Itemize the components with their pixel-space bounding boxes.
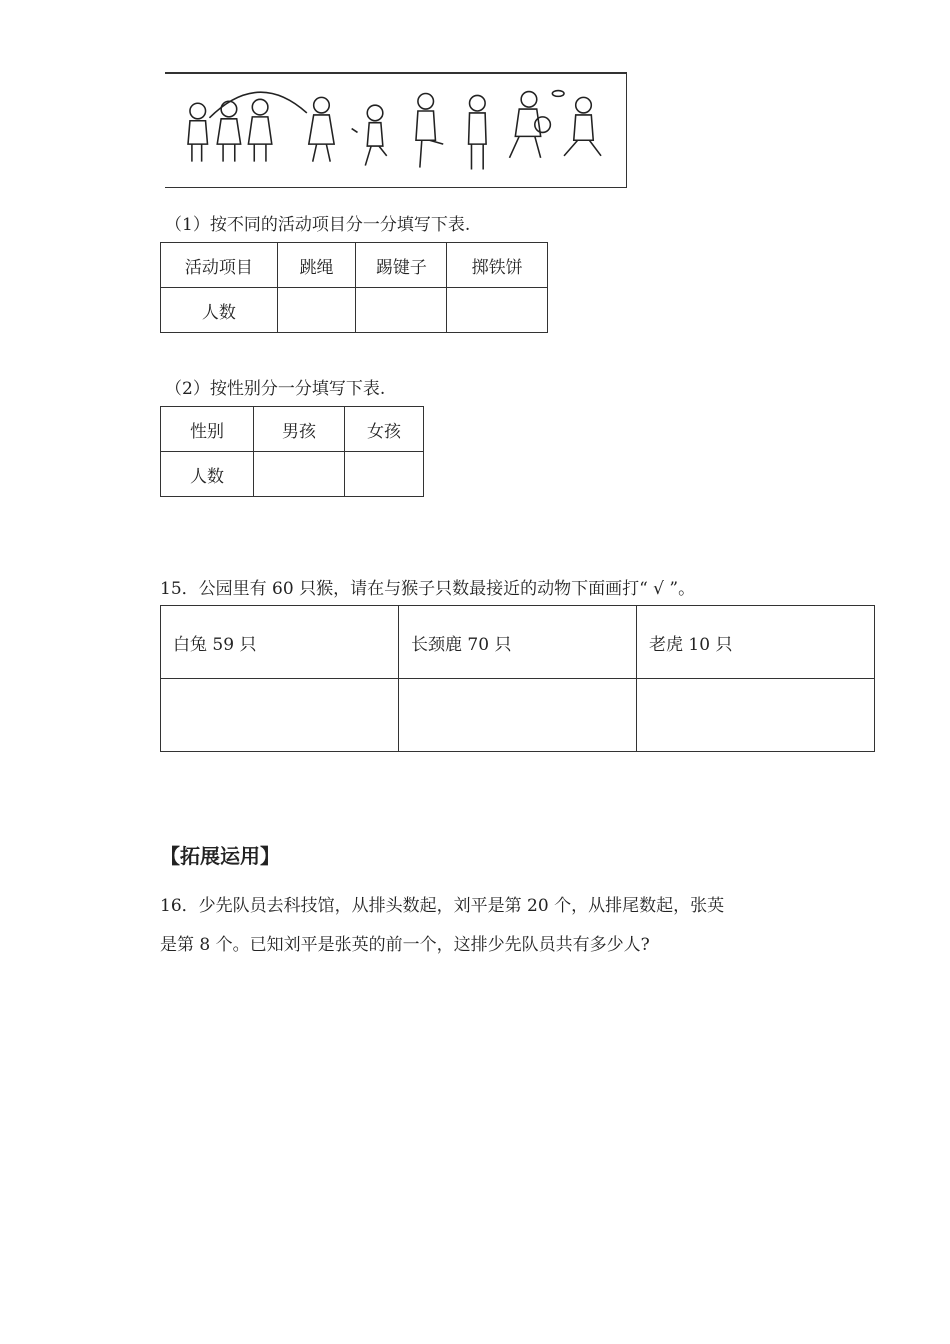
- header-girls: 女孩: [345, 407, 424, 452]
- part1-prompt: （1）按不同的活动项目分一分填写下表.: [165, 215, 471, 235]
- q16-line2: 是第 8 个。已知刘平是张英的前一个，这排少先队员共有多少人?: [160, 935, 650, 955]
- animals-table: [160, 605, 875, 752]
- children-playing-icon: [165, 74, 626, 187]
- check-cell-rabbit[interactable]: [161, 679, 399, 752]
- check-cell-tiger[interactable]: [637, 679, 875, 752]
- q15-text: 15．公园里有 60 只猴，请在与猴子只数最接近的动物下面画打“ √ ”。: [160, 579, 696, 599]
- answer-cell-discus[interactable]: [447, 288, 548, 333]
- header-gender: 性别: [161, 407, 254, 452]
- row-label-count: 人数: [161, 452, 254, 497]
- check-cell-giraffe[interactable]: [399, 679, 637, 752]
- row-label-count: 人数: [161, 288, 278, 333]
- gender-table: [160, 406, 424, 497]
- header-discus: 掷铁饼: [447, 243, 548, 288]
- animal-tiger: 老虎 10 只: [637, 606, 875, 679]
- answer-cell-shuttlecock[interactable]: [356, 288, 447, 333]
- children-activities-illustration: [165, 72, 627, 188]
- header-activity: 活动项目: [161, 243, 278, 288]
- answer-cell-girls[interactable]: [345, 452, 424, 497]
- animal-rabbit: 白兔 59 只: [161, 606, 399, 679]
- header-boys: 男孩: [254, 407, 345, 452]
- q16-line1: 16．少先队员去科技馆，从排头数起，刘平是第 20 个，从排尾数起，张英: [160, 896, 725, 916]
- answer-cell-boys[interactable]: [254, 452, 345, 497]
- header-shuttlecock: 踢键子: [356, 243, 447, 288]
- activity-table: [160, 242, 548, 333]
- header-jump-rope: 跳绳: [277, 243, 356, 288]
- section-heading: 【拓展运用】: [160, 844, 280, 868]
- animal-giraffe: 长颈鹿 70 只: [399, 606, 637, 679]
- answer-cell-jump-rope[interactable]: [277, 288, 356, 333]
- part2-prompt: （2）按性别分一分填写下表.: [165, 379, 386, 399]
